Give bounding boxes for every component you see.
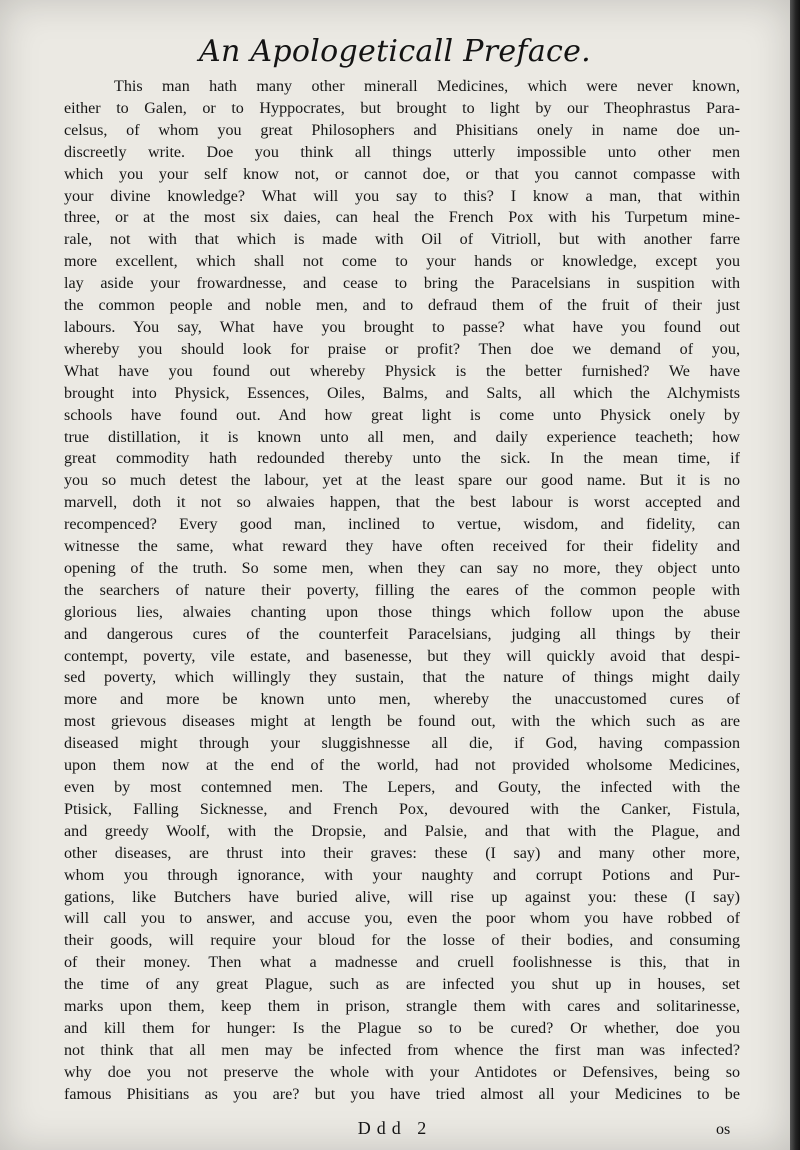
text-line: your divine knowledge? What will you say to this? I know a man, that within: [64, 187, 740, 205]
text-line: whom you through ignorance, with your naughty and corrupt Potions and Pur-: [64, 866, 740, 884]
text-line: the searchers of nature their poverty, filling the eares of the common people with: [64, 581, 740, 599]
text-line: Ptisick, Falling Sicknesse, and French Pox, devoured with the Canker, Fistula,: [64, 800, 740, 818]
text-line: other diseases, are thrust into their graves: these (I say) and many other more,: [64, 844, 740, 862]
text-line: and dangerous cures of the counterfeit Paracelsians, judging all things by their: [64, 625, 740, 643]
text-line: This man hath many other minerall Medicines, which were never known,: [114, 78, 740, 95]
text-line: which you your self know not, or cannot doe, or that you cannot compasse with: [64, 165, 740, 183]
text-line: and kill them for hunger: Is the Plague so to be cured? Or whether, doe you: [64, 1019, 740, 1037]
text-line: three, or at the most six daies, can heal the French Pox with his Turpetum mine-: [64, 209, 740, 227]
text-line: rale, not with that which is made with Oil of Vitrioll, but with another farre: [64, 231, 740, 249]
running-header: An Apologeticall Preface.: [199, 34, 591, 69]
text-line: great commodity hath redounded thereby unto the sick. In the mean time, if: [64, 450, 740, 468]
text-line: either to Galen, or to Hyppocrates, but brought to light by our Theophrastus Para-: [64, 99, 740, 117]
text-line: more excellent, which shall not come to your hands or knowledge, except you: [64, 253, 740, 271]
signature-mark: Ddd 2: [357, 1118, 433, 1138]
text-line: why doe you not preserve the whole with your Antidotes or Defensives, being so: [64, 1063, 740, 1081]
catchword: os: [716, 1121, 731, 1138]
text-line: lay aside your frowardnesse, and cease to bring the Paracelsians in suspition with: [64, 275, 740, 293]
text-line: the time of any great Plague, such as are infected you shut up in houses, set: [64, 976, 740, 994]
text-line: brought into Physick, Essences, Oiles, Balms, and Salts, all which the Alchymists: [64, 384, 740, 402]
text-line: famous Phisitians as you are? but you have tried almost all your Medicines to be: [64, 1085, 740, 1103]
text-line: schools have found out. And how great light is come unto Physick onely by: [64, 406, 740, 424]
text-line: the common people and noble men, and to defraud them of the fruit of their just: [64, 297, 740, 315]
text-line: most grievous diseases might at length be found out, with the which such as are: [64, 713, 740, 731]
page-gutter-edge: [790, 0, 800, 1150]
text-line: glorious lies, alwaies chanting upon those things which follow upon the abuse: [64, 603, 740, 621]
text-line: discreetly write. Doe you think all things utterly impossible unto other men: [64, 143, 740, 161]
text-line: gations, like Butchers have buried alive, will rise up against you: these (I say): [64, 888, 740, 906]
text-line: marks upon them, keep them in prison, strangle them with cares and solitarinesse,: [64, 998, 740, 1016]
text-line: contempt, poverty, vile estate, and basenesse, but they will quickly avoid that despi-: [64, 647, 740, 665]
text-line: upon them now at the end of the world, had not provided wholsome Medicines,: [64, 757, 740, 775]
text-line: labours. You say, What have you brought to passe? what have you found out: [64, 318, 740, 336]
text-line: even by most contemned men. The Lepers, and Gouty, the infected with the: [64, 779, 740, 796]
text-line: recompenced? Every good man, inclined to vertue, wisdom, and fidelity, can: [64, 516, 740, 534]
text-line: opening of the truth. So some men, when they can say no more, they object unto: [64, 559, 740, 577]
text-line: will call you to answer, and accuse you, even the poor whom you have robbed of: [64, 910, 740, 928]
text-line: celsus, of whom you great Philosophers and Phisitians onely in name doe un-: [64, 121, 740, 139]
text-line: sed poverty, which willingly they sustain, that the nature of things might daily: [64, 669, 740, 687]
text-line: What have you found out whereby Physick is the better furnished? We have: [64, 362, 740, 380]
text-line: and greedy Woolf, with the Dropsie, and Palsie, and that with the Plague, and: [64, 822, 740, 840]
text-line: their goods, will require your bloud for the losse of their bodies, and consuming: [64, 932, 740, 950]
text-line: more and more be known unto men, whereby the unaccustomed cures of: [64, 691, 740, 709]
text-line: of their money. Then what a madnesse and cruell foolishnesse is this, that in: [64, 954, 740, 972]
text-line: you so much detest the labour, yet at the least spare our good name. But it is no: [64, 472, 740, 490]
text-line: not think that all men may be infected from whence the first man was infected?: [64, 1041, 740, 1059]
text-line: true distillation, it is known unto all men, and daily experience teacheth; how: [64, 428, 740, 446]
text-line: witnesse the same, what reward they have often received for their fidelity and: [64, 538, 740, 556]
body-text: [64, 76, 740, 1106]
text-line: diseased might through your sluggishnesse all die, if God, having compassion: [64, 735, 740, 753]
text-line: marvell, doth it not so alwaies happen, that the best labour is worst accepted and: [64, 494, 740, 512]
text-line: whereby you should look for praise or profit? Then doe we demand of you,: [64, 340, 740, 358]
